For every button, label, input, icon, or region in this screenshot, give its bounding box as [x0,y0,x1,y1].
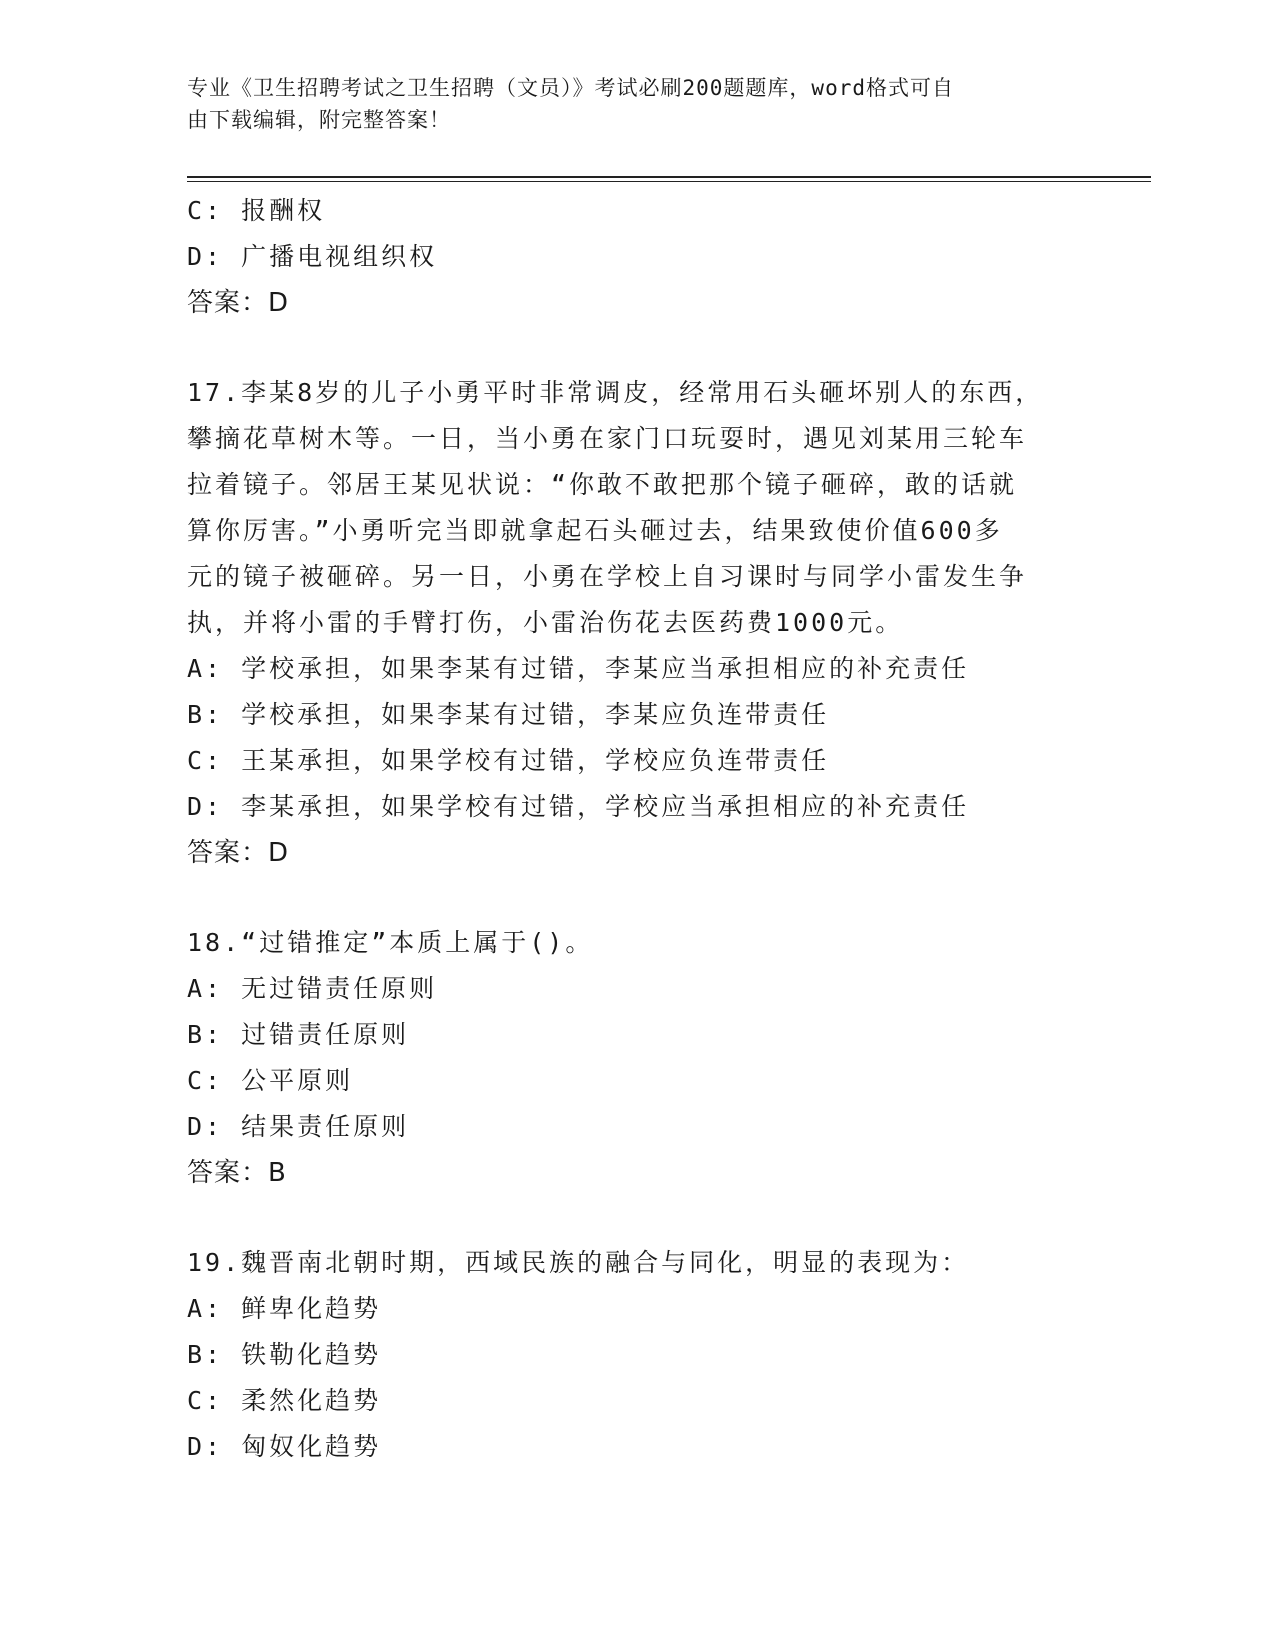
header-line-1: 专业《卫生招聘考试之卫生招聘（文员）》考试必刷200题题库，word格式可自 [187,76,954,100]
stem-line: 攀摘花草树木等。一日，当小勇在家门口玩耍时，遇见刘某用三轮车 [187,424,1028,453]
option-d: D: 李某承担，如果学校有过错，学校应当承担相应的补充责任 [187,792,970,821]
question-17 [187,370,1087,876]
stem-line: 拉着镜子。邻居王某见状说：“你敢不敢把那个镜子砸碎，敢的话就 [187,470,1018,499]
option-b: B: 过错责任原则 [187,1020,410,1049]
option-c: C: 王某承担，如果学校有过错，学校应负连带责任 [187,746,830,775]
header-line-2: 由下载编辑，附完整答案！ [187,108,451,132]
stem-line: 元的镜子被砸碎。另一日，小勇在学校上自习课时与同学小雷发生争 [187,562,1028,591]
question-content [187,188,1087,1470]
question-19 [187,1240,1087,1470]
document-header [187,72,1067,136]
stem-line: 17.李某8岁的儿子小勇平时非常调皮，经常用石头砸坏别人的东西， [187,378,1044,407]
stem-line: 18.“过错推定”本质上属于()。 [187,928,594,957]
option-c: C: 报酬权 [187,196,326,225]
question-16-continued [187,188,1087,326]
question-stem [187,370,1087,646]
option-d: D: 广播电视组织权 [187,242,438,271]
option-a: A: 鲜卑化趋势 [187,1294,382,1323]
question-spacer [187,326,1087,370]
stem-line: 执，并将小雷的手臂打伤，小雷治伤花去医药费1000元。 [187,608,904,637]
option-c: C: 柔然化趋势 [187,1386,382,1415]
option-d: D: 匈奴化趋势 [187,1432,382,1461]
question-spacer [187,876,1087,920]
stem-line: 算你厉害。”小勇听完当即就拿起石头砸过去，结果致使价值600多 [187,516,1003,545]
header-divider-thick [187,176,1151,178]
option-a: A: 学校承担，如果李某有过错，李某应当承担相应的补充责任 [187,654,970,683]
question-18 [187,920,1087,1196]
option-b: B: 铁勒化趋势 [187,1340,382,1369]
answer-line: 答案：D [187,838,290,868]
option-d: D: 结果责任原则 [187,1112,410,1141]
header-divider-thin [187,181,1151,182]
answer-line: 答案：B [187,1158,287,1188]
option-a: A: 无过错责任原则 [187,974,438,1003]
answer-line: 答案：D [187,288,290,318]
option-c: C: 公平原则 [187,1066,354,1095]
question-spacer [187,1196,1087,1240]
stem-line: 19.魏晋南北朝时期，西域民族的融合与同化，明显的表现为： [187,1248,970,1277]
option-b: B: 学校承担，如果李某有过错，李某应负连带责任 [187,700,830,729]
